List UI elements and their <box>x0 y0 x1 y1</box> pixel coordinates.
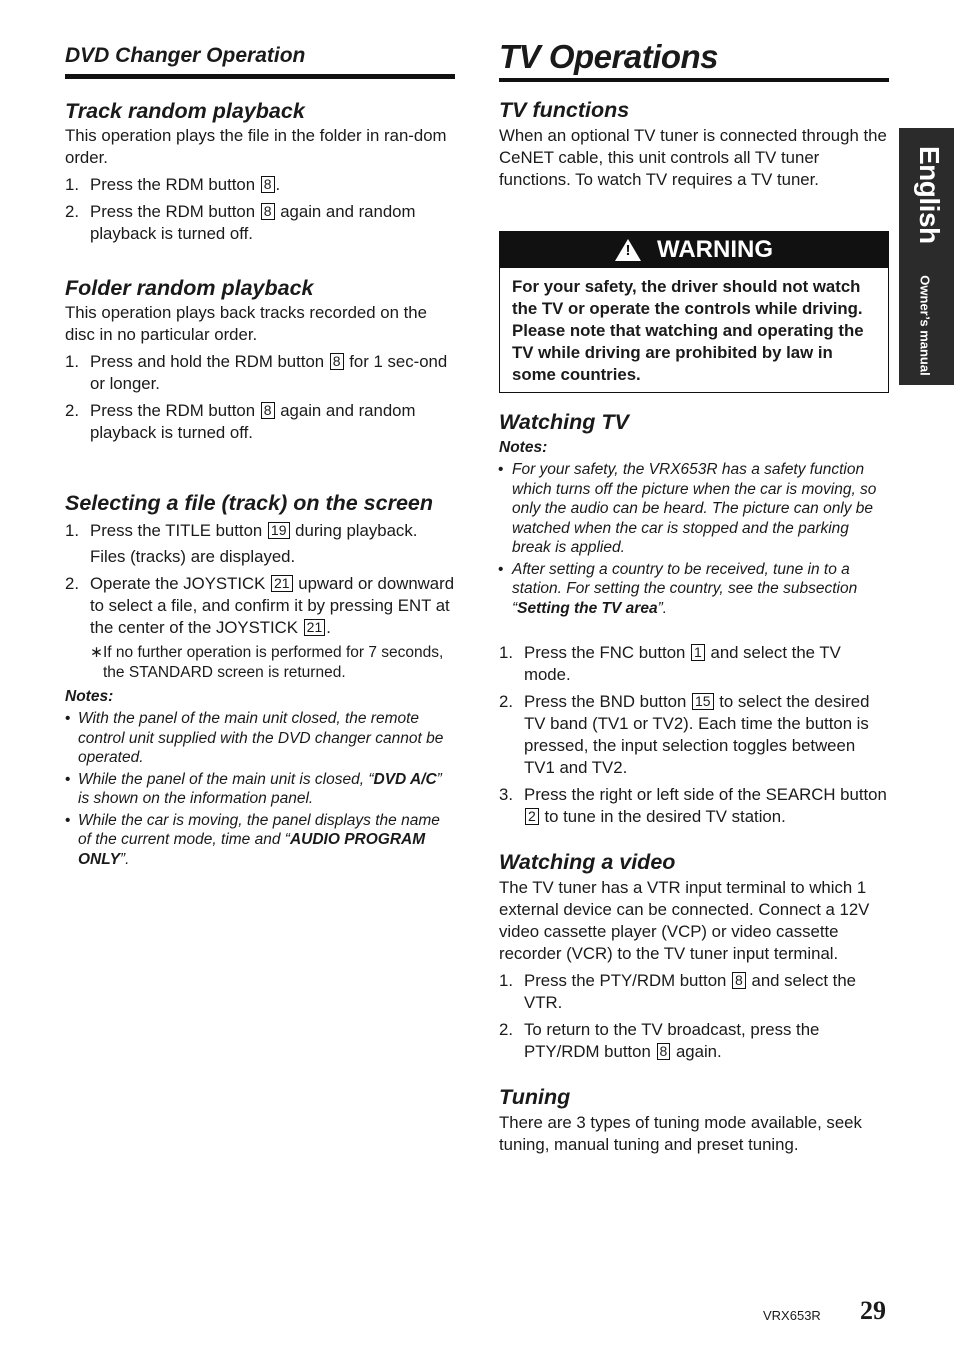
notes-label: Notes: <box>499 439 548 456</box>
list-item: 1. Press and hold the RDM button 8 for 1 sec-ond or longer. <box>65 352 448 393</box>
watching-video-section <box>499 850 889 1063</box>
warning-triangle-icon: ! <box>615 239 641 261</box>
button-number-key: 8 <box>732 972 746 989</box>
list-item: • While the car is moving, the panel displays the name of the current mode, time and “AUDIO PROGRAM ONLY”. <box>65 811 440 868</box>
list-item: 2. To return to the TV broadcast, press the PTY/RDM button 8 again. <box>499 1020 820 1061</box>
list-item: 1. Press the RDM button 8 . <box>65 175 281 194</box>
list-item: 3. Press the right or left side of the SEARCH button 2 to tune in the desired TV station. <box>499 785 887 826</box>
button-number-key: 2 <box>525 808 539 825</box>
left-column <box>65 44 455 869</box>
button-number-key: 15 <box>692 693 714 710</box>
tuning-section <box>499 1085 889 1156</box>
list-item: 1. Press the FNC button 1 and select the TV mode. <box>499 643 841 684</box>
watching-tv-steps <box>499 642 889 828</box>
folder-random-section <box>65 276 455 444</box>
list-item: 2. Press the RDM button 8 again and random playback is turned off. <box>65 401 416 442</box>
asterisk-mark: ∗ <box>90 644 103 661</box>
list-item: 2. Operate the JOYSTICK 21 upward or downward to select a file, and confirm it by pressing ENT at the center of the JOYSTICK 21 . ∗ If no further operation is performed for 7 seconds, the STANDARD screen is returned. <box>65 574 455 681</box>
button-number-key: 19 <box>268 522 290 539</box>
notes-list <box>499 460 889 618</box>
tv-functions-section <box>499 98 889 191</box>
tv-functions-title: TV functions <box>499 98 630 122</box>
bullet: • <box>65 811 71 829</box>
watching-tv-title: Watching TV <box>499 410 629 434</box>
warning-text: For your safety, the driver should not watch the TV or operate the controls while driving. Please note that watching and operating the TV while driving are prohibited by law in some countries. <box>512 277 864 384</box>
tuning-title: Tuning <box>499 1085 571 1109</box>
warning-header <box>500 232 888 268</box>
track-random-title: Track random playback <box>65 99 305 123</box>
warning-label: WARNING <box>657 236 773 263</box>
folder-random-steps <box>65 351 455 444</box>
list-item: 2. Press the BND button 15 to select the desired TV band (TV1 or TV2). Each time the button is pressed, the input selection toggles between TV1 and TV2. <box>499 692 870 777</box>
selecting-file-section <box>65 491 455 869</box>
watching-tv-section <box>499 410 889 828</box>
notes-label: Notes: <box>65 688 114 705</box>
bullet: • <box>65 770 71 788</box>
watching-video-steps <box>499 970 889 1063</box>
bullet: • <box>65 710 71 727</box>
track-random-section <box>65 99 455 245</box>
list-item: 1. Press the PTY/RDM button 8 and select the VTR. <box>499 971 856 1012</box>
bullet: • <box>498 461 504 478</box>
section-header-dvd-changer: DVD Changer Operation <box>65 44 455 79</box>
bullet: • <box>498 560 504 578</box>
list-item: • After setting a country to be received, tune in to a station. For setting the country, see the subsection “Setting the TV area”. <box>498 560 858 617</box>
language-tab: English Owner’s manual <box>899 128 954 385</box>
button-number-key: 1 <box>691 644 705 661</box>
asterisk-note: ∗ If no further operation is performed for 7 seconds, the STANDARD screen is returned. <box>90 644 444 681</box>
button-number-key: 21 <box>304 619 326 636</box>
button-number-key: 8 <box>657 1043 671 1060</box>
list-item: • For your safety, the VRX653R has a safety function which turns off the picture when the car is moving, so only the audio can be heard. The picture can only be watched when the car is stopped and the parking break is applied. <box>498 461 877 556</box>
button-number-key: 8 <box>261 402 275 419</box>
list-item: 1. Press the TITLE button 19 during playback. Files (tracks) are displayed. <box>65 520 455 568</box>
tv-functions-text: When an optional TV tuner is connected through the CeNET cable, this unit controls all TV tuner functions. To watch TV requires a TV tuner. <box>499 126 887 189</box>
selecting-file-steps <box>65 520 455 683</box>
button-number-key: 8 <box>261 203 275 220</box>
page-title: TV Operations <box>499 38 889 82</box>
folder-random-title: Folder random playback <box>65 276 314 300</box>
tuning-text: There are 3 types of tuning mode available, seek tuning, manual tuning and preset tuning. <box>499 1113 862 1154</box>
step-result-text: Files (tracks) are displayed. <box>90 547 296 566</box>
watching-video-text: The TV tuner has a VTR input terminal to which 1 external device can be connected. Connect a 12V video cassette player (VCP) or video cassette recorder (VCR) to the TV tuner input terminal. <box>499 878 870 963</box>
button-number-key: 8 <box>261 176 275 193</box>
list-item: 2. Press the RDM button 8 again and random playback is turned off. <box>65 202 416 243</box>
track-random-intro: This operation plays the file in the folder in ran-dom order. <box>65 126 447 167</box>
button-number-key: 21 <box>271 575 293 592</box>
list-item: • With the panel of the main unit closed, the remote control unit supplied with the DVD changer cannot be operated. <box>65 710 444 766</box>
selecting-file-title: Selecting a file (track) on the screen <box>65 491 434 515</box>
language-label: English <box>914 146 945 244</box>
folder-random-intro: This operation plays back tracks recorded on the disc in no particular order. <box>65 303 427 344</box>
model-number: VRX653R <box>763 1308 821 1323</box>
notes-list <box>65 709 455 869</box>
button-number-key: 8 <box>330 353 344 370</box>
page-number: 29 <box>860 1296 886 1325</box>
watching-video-title: Watching a video <box>499 850 676 874</box>
track-random-steps <box>65 174 455 245</box>
right-column <box>499 38 889 1156</box>
list-item: • While the panel of the main unit is closed, “DVD A/C” is shown on the information panel. <box>65 770 442 807</box>
warning-box <box>499 231 889 393</box>
